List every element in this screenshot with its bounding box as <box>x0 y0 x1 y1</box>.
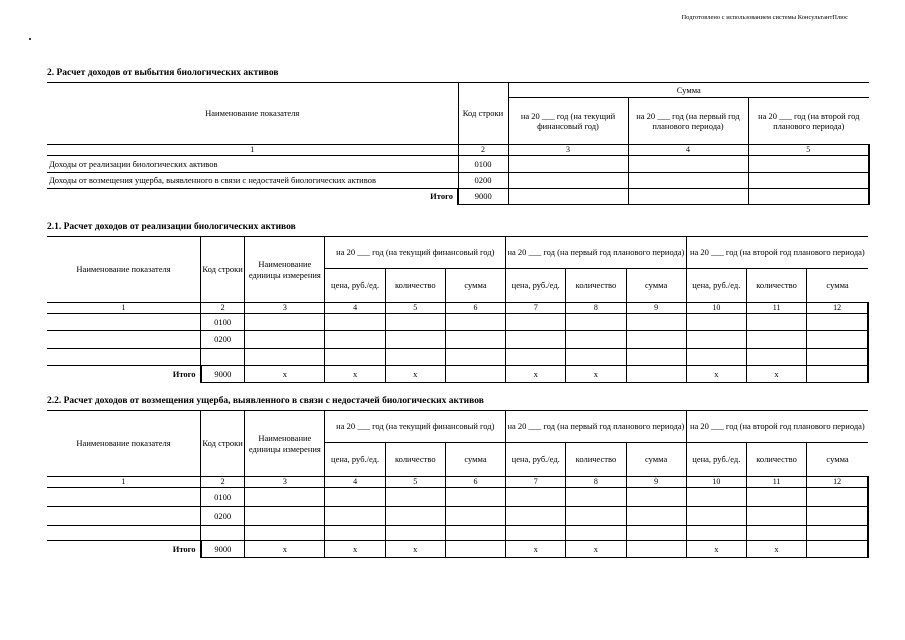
section22-cell[interactable] <box>325 488 385 507</box>
section21-cell[interactable] <box>746 314 806 331</box>
section22-sub-price: цена, руб./ед. <box>686 443 746 477</box>
section2-colnum: 4 <box>628 145 748 156</box>
section22-colnum: 2 <box>201 477 245 488</box>
section21-total-cell[interactable] <box>626 366 686 383</box>
section21-sub-price: цена, руб./ед. <box>506 269 566 303</box>
section21-row-name[interactable] <box>47 314 201 331</box>
section21-cell[interactable] <box>445 349 505 366</box>
section22-cell[interactable] <box>746 526 806 541</box>
section22-x: х <box>506 541 566 558</box>
section22-header-year2: на 20 ___ год (на первый год планового периода) <box>506 411 687 443</box>
section22-title: 2.2. Расчет доходов от возмещения ущерба, выявленного в связи с недостачей биологических активов <box>47 396 484 406</box>
section21-total-code: 9000 <box>201 366 245 383</box>
section21-colnum: 9 <box>626 303 686 314</box>
section21-cell[interactable] <box>385 349 445 366</box>
section21-colnum: 8 <box>566 303 626 314</box>
section22-cell[interactable] <box>385 488 445 507</box>
section21-colnum: 6 <box>445 303 505 314</box>
section22-row-code: 0200 <box>201 507 245 526</box>
section22-x: х <box>385 541 445 558</box>
section22-row-code[interactable] <box>201 526 245 541</box>
section22-cell[interactable] <box>245 507 325 526</box>
section22-header-unit: Наименование единицы измерения <box>245 411 325 477</box>
section21-cell[interactable] <box>807 314 868 331</box>
section22-cell[interactable] <box>566 488 626 507</box>
section22-colnum: 5 <box>385 477 445 488</box>
section21-row-name[interactable] <box>47 331 201 349</box>
section21-sub-price: цена, руб./ед. <box>686 269 746 303</box>
section22-colnum: 3 <box>245 477 325 488</box>
section21-colnum: 3 <box>245 303 325 314</box>
section22-cell[interactable] <box>245 526 325 541</box>
section21-header-year3: на 20 ___ год (на второй год планового периода) <box>686 237 868 269</box>
scan-dot <box>29 38 31 40</box>
section22-cell[interactable] <box>626 507 686 526</box>
section21-cell[interactable] <box>385 314 445 331</box>
section21-cell[interactable] <box>245 314 325 331</box>
section21-cell[interactable] <box>807 331 868 349</box>
section22-table <box>47 410 869 558</box>
section21-cell[interactable] <box>746 349 806 366</box>
section2-cell[interactable] <box>508 172 628 188</box>
section21-cell[interactable] <box>566 314 626 331</box>
section21-header-unit: Наименование единицы измерения <box>245 237 325 303</box>
section22-cell[interactable] <box>686 507 746 526</box>
section2-cell[interactable] <box>748 155 869 172</box>
section22-row-name[interactable] <box>47 507 201 526</box>
section21-cell[interactable] <box>385 331 445 349</box>
section22-total-cell[interactable] <box>626 541 686 558</box>
section2-row-name: Доходы от возмещения ущерба, выявленного в связи с недостачей биологических активов <box>47 172 458 188</box>
section22-cell[interactable] <box>807 507 868 526</box>
section22-sub-sum: сумма <box>445 443 505 477</box>
section21-x: х <box>686 366 746 383</box>
section22-x: х <box>746 541 806 558</box>
section21-sub-price: цена, руб./ед. <box>325 269 385 303</box>
section2-header-code: Код строки <box>458 83 508 145</box>
section22-row-name[interactable] <box>47 526 201 541</box>
section2-cell[interactable] <box>508 155 628 172</box>
section21-cell[interactable] <box>445 331 505 349</box>
section21-cell[interactable] <box>325 331 385 349</box>
section22-sub-sum: сумма <box>826 454 849 465</box>
section2-header-name: Наименование показателя <box>47 83 458 145</box>
section21-cell[interactable] <box>445 314 505 331</box>
section2-colnum: 3 <box>508 145 628 156</box>
section22-colnum: 11 <box>746 477 806 488</box>
section22-cell[interactable] <box>325 507 385 526</box>
section22-row-code: 0100 <box>201 488 245 507</box>
section21-x: х <box>506 366 566 383</box>
section21-colnum: 1 <box>47 303 201 314</box>
section22-cell[interactable] <box>807 526 868 541</box>
section22-cell[interactable] <box>445 488 505 507</box>
section21-row-code: 0200 <box>201 331 245 349</box>
section22-total-cell[interactable] <box>807 541 868 558</box>
section21-sub-qty: количество <box>385 269 445 303</box>
section2-total-code: 9000 <box>458 188 508 204</box>
section22-total-cell[interactable] <box>445 541 505 558</box>
section2-row-code: 0200 <box>458 172 508 188</box>
section22-colnum: 9 <box>626 477 686 488</box>
section21-cell[interactable] <box>566 349 626 366</box>
section21-total-cell[interactable] <box>807 366 868 383</box>
section2-row-name: Доходы от реализации биологических активов <box>47 155 458 172</box>
section21-cell[interactable] <box>506 331 566 349</box>
section21-cell[interactable] <box>686 331 746 349</box>
section22-cell[interactable] <box>325 526 385 541</box>
section22-cell[interactable] <box>385 526 445 541</box>
section21-table <box>47 236 869 383</box>
section22-cell[interactable] <box>445 526 505 541</box>
section22-colnum: 7 <box>506 477 566 488</box>
section21-cell[interactable] <box>506 314 566 331</box>
header-note: Подготовлено с использованием системы КонсультантПлюс <box>681 14 848 21</box>
section22-cell[interactable] <box>506 526 566 541</box>
section22-sub-price: цена, руб./ед. <box>506 443 566 477</box>
section21-colnum: 5 <box>385 303 445 314</box>
section22-header-code: Код строки <box>201 411 245 477</box>
section21-x: х <box>566 366 626 383</box>
section2-cell[interactable] <box>628 188 748 204</box>
section22-total-code: 9000 <box>201 541 245 558</box>
section21-cell[interactable] <box>626 331 686 349</box>
section22-cell[interactable] <box>385 507 445 526</box>
section22-colnum: 12 <box>807 477 868 488</box>
section21-cell[interactable] <box>245 331 325 349</box>
section21-colnum: 10 <box>686 303 746 314</box>
section22-header-year1: на 20 ___ год (на текущий финансовый год) <box>325 411 506 443</box>
section21-row-code: 0100 <box>201 314 245 331</box>
section22-row-name[interactable] <box>47 488 201 507</box>
section22-x: х <box>245 541 325 558</box>
section2-cell[interactable] <box>748 188 869 204</box>
section2-total-label: Итого <box>430 191 453 202</box>
section21-cell[interactable] <box>626 349 686 366</box>
section2-header-sum: Сумма <box>508 83 869 98</box>
section22-total-label: Итого <box>172 544 196 555</box>
section22-cell[interactable] <box>445 507 505 526</box>
section2-header-year1: на 20 ___ год (на текущий финансовый год) <box>508 98 628 145</box>
section22-cell[interactable] <box>245 488 325 507</box>
section21-cell[interactable] <box>325 349 385 366</box>
section21-header-code: Код строки <box>201 237 245 303</box>
section21-x: х <box>385 366 445 383</box>
section2-colnum: 5 <box>748 145 869 156</box>
section2-cell[interactable] <box>508 188 628 204</box>
section21-cell[interactable] <box>686 314 746 331</box>
section22-x: х <box>686 541 746 558</box>
section21-header-year2: на 20 ___ год (на первый год планового периода) <box>506 237 687 269</box>
section22-cell[interactable] <box>686 488 746 507</box>
section22-cell[interactable] <box>566 526 626 541</box>
section21-row-code[interactable] <box>201 349 245 366</box>
section22-colnum: 1 <box>47 477 201 488</box>
section22-cell[interactable] <box>746 507 806 526</box>
section21-cell[interactable] <box>807 349 868 366</box>
section22-header-year3: на 20 ___ год (на второй год планового периода) <box>686 411 868 443</box>
section21-header-name: Наименование показателя <box>47 237 201 303</box>
section21-title: 2.1. Расчет доходов от реализации биологических активов <box>47 222 296 232</box>
section22-cell[interactable] <box>807 488 868 507</box>
section22-cell[interactable] <box>626 526 686 541</box>
section21-cell[interactable] <box>626 314 686 331</box>
section21-colnum: 2 <box>201 303 245 314</box>
section22-cell[interactable] <box>746 488 806 507</box>
section2-header-year3: на 20 ___ год (на второй год планового периода) <box>748 98 869 145</box>
section21-cell[interactable] <box>566 331 626 349</box>
section21-cell[interactable] <box>506 349 566 366</box>
section22-sub-qty: количество <box>566 443 626 477</box>
section21-sub-qty: количество <box>746 269 806 303</box>
section2-table <box>47 82 870 205</box>
section22-sub-sum: сумма <box>626 443 686 477</box>
section22-cell[interactable] <box>506 488 566 507</box>
section22-sub-price: цена, руб./ед. <box>325 443 385 477</box>
section21-x: х <box>245 366 325 383</box>
section21-colnum: 4 <box>325 303 385 314</box>
section21-cell[interactable] <box>325 314 385 331</box>
section2-title: 2. Расчет доходов от выбытия биологических активов <box>47 68 279 78</box>
section21-colnum: 7 <box>506 303 566 314</box>
section2-cell[interactable] <box>748 172 869 188</box>
section21-sub-sum: сумма <box>626 269 686 303</box>
section2-row-code: 0100 <box>458 155 508 172</box>
section21-sub-sum: сумма <box>445 269 505 303</box>
section22-colnum: 6 <box>445 477 505 488</box>
section21-colnum: 11 <box>746 303 806 314</box>
section22-x: х <box>325 541 385 558</box>
section22-colnum: 10 <box>686 477 746 488</box>
section22-sub-qty: количество <box>385 443 445 477</box>
section22-x: х <box>566 541 626 558</box>
section22-cell[interactable] <box>506 507 566 526</box>
section21-cell[interactable] <box>245 349 325 366</box>
section21-x: х <box>325 366 385 383</box>
section21-sub-sum: сумма <box>826 280 849 291</box>
section21-sub-qty: количество <box>566 269 626 303</box>
section22-header-name: Наименование показателя <box>47 411 201 477</box>
section21-cell[interactable] <box>686 349 746 366</box>
section2-cell[interactable] <box>628 155 748 172</box>
section21-header-year1: на 20 ___ год (на текущий финансовый год) <box>325 237 506 269</box>
section21-row-name[interactable] <box>47 349 201 366</box>
section22-colnum: 8 <box>566 477 626 488</box>
section2-colnum: 1 <box>47 145 458 156</box>
section22-sub-qty: количество <box>746 443 806 477</box>
section22-cell[interactable] <box>566 507 626 526</box>
section2-colnum: 2 <box>458 145 508 156</box>
section22-cell[interactable] <box>626 488 686 507</box>
section2-header-year2: на 20 ___ год (на первый год планового периода) <box>628 98 748 145</box>
section22-colnum: 4 <box>325 477 385 488</box>
section21-x: х <box>746 366 806 383</box>
section2-cell[interactable] <box>628 172 748 188</box>
section22-cell[interactable] <box>686 526 746 541</box>
section21-cell[interactable] <box>746 331 806 349</box>
section21-total-cell[interactable] <box>445 366 505 383</box>
section21-colnum: 12 <box>807 303 868 314</box>
section21-total-label: Итого <box>172 369 196 380</box>
